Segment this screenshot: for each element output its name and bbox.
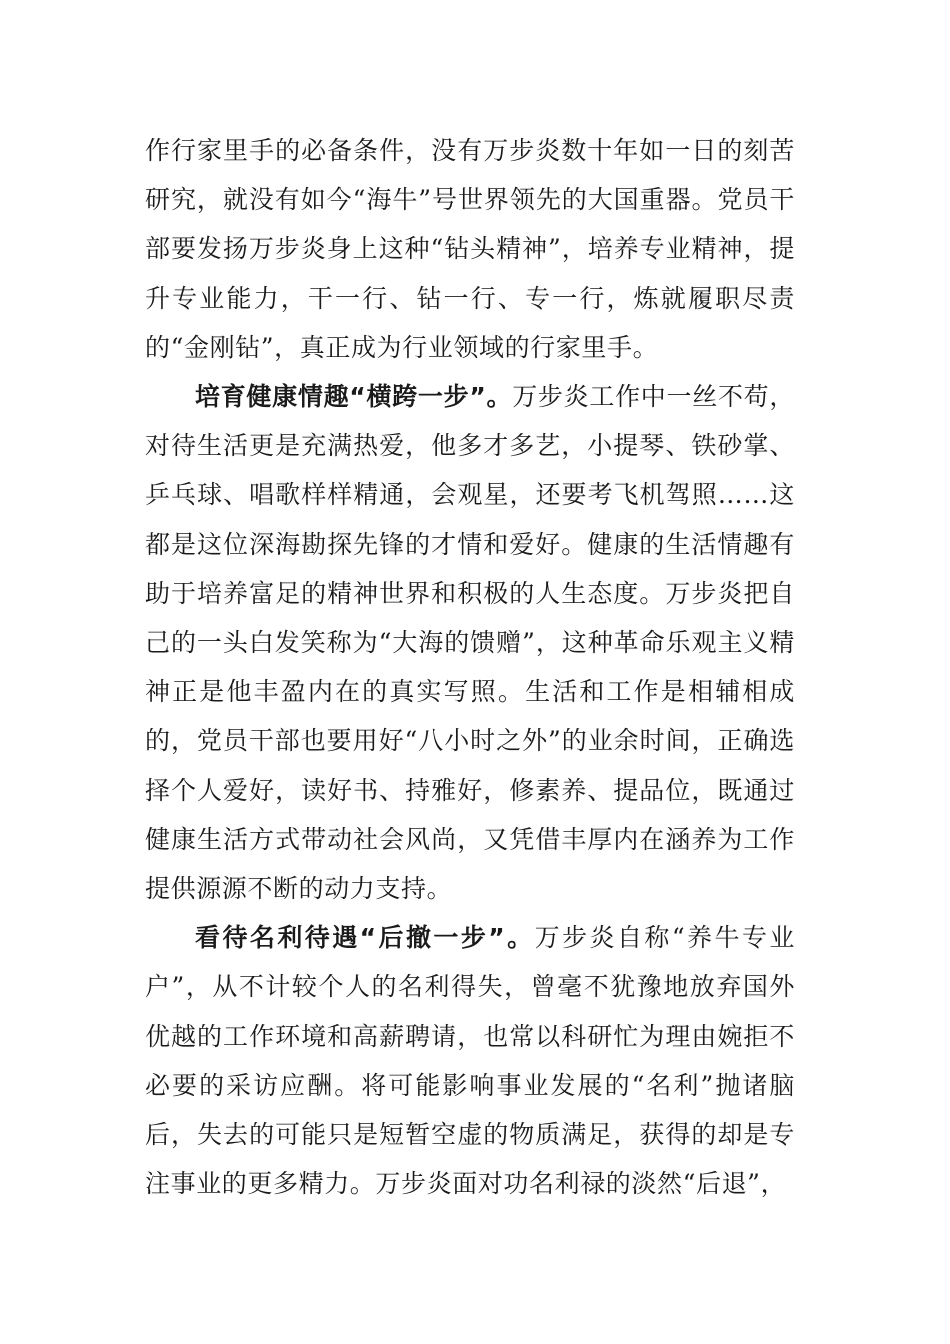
article-body: [145, 126, 795, 1208]
paragraph-heading: 培育健康情趣“横跨一步”。: [195, 382, 513, 412]
paragraph-continuation: [145, 126, 795, 372]
paragraph-text: 万步炎自称“养牛专业户”，从不计较个人的名利得失，曾毫不犹豫地放弃国外优越的工作环境和高薪聘请，也常以科研忙为理由婉拒不必要的采访应酬。将可能影响事业发展的“名利”抛诸脑后，失去的可能只是短暂空虚的物质满足，获得的却是专注事业的更多精力。万步炎面对功名利禄的淡然“后退”，: [145, 923, 795, 1199]
paragraph-healthy-interests: [145, 372, 795, 913]
paragraph-text: 作行家里手的必备条件，没有万步炎数十年如一日的刻苦研究，就没有如今“海牛”号世界领先的大国重器。党员干部要发扬万步炎身上这种“钻头精神”，培养专业精神，提升专业能力，干一行、钻一行、专一行，炼就履职尽责的“金刚钻”，真正成为行业领域的行家里手。: [145, 136, 795, 362]
paragraph-text: 万步炎工作中一丝不苟，对待生活更是充满热爱，他多才多艺，小提琴、铁砂掌、乒乓球、唱歌样样精通，会观星，还要考飞机驾照……这都是这位深海勘探先锋的才情和爱好。健康的生活情趣有助于培养富足的精神世界和积极的人生态度。万步炎把自己的一头白发笑称为“大海的馈赠”，这种革命乐观主义精神正是他丰盈内在的真实写照。生活和工作是相辅相成的，党员干部也要用好“八小时之外”的业余时间，正确选择个人爱好，读好书、持雅好，修素养、提品位，既通过健康生活方式带动社会风尚，又凭借丰厚内在涵养为工作提供源源不断的动力支持。: [145, 382, 795, 904]
paragraph-heading: 看待名利待遇“后撤一步”。: [195, 923, 535, 953]
paragraph-fame-and-fortune: [145, 913, 795, 1208]
